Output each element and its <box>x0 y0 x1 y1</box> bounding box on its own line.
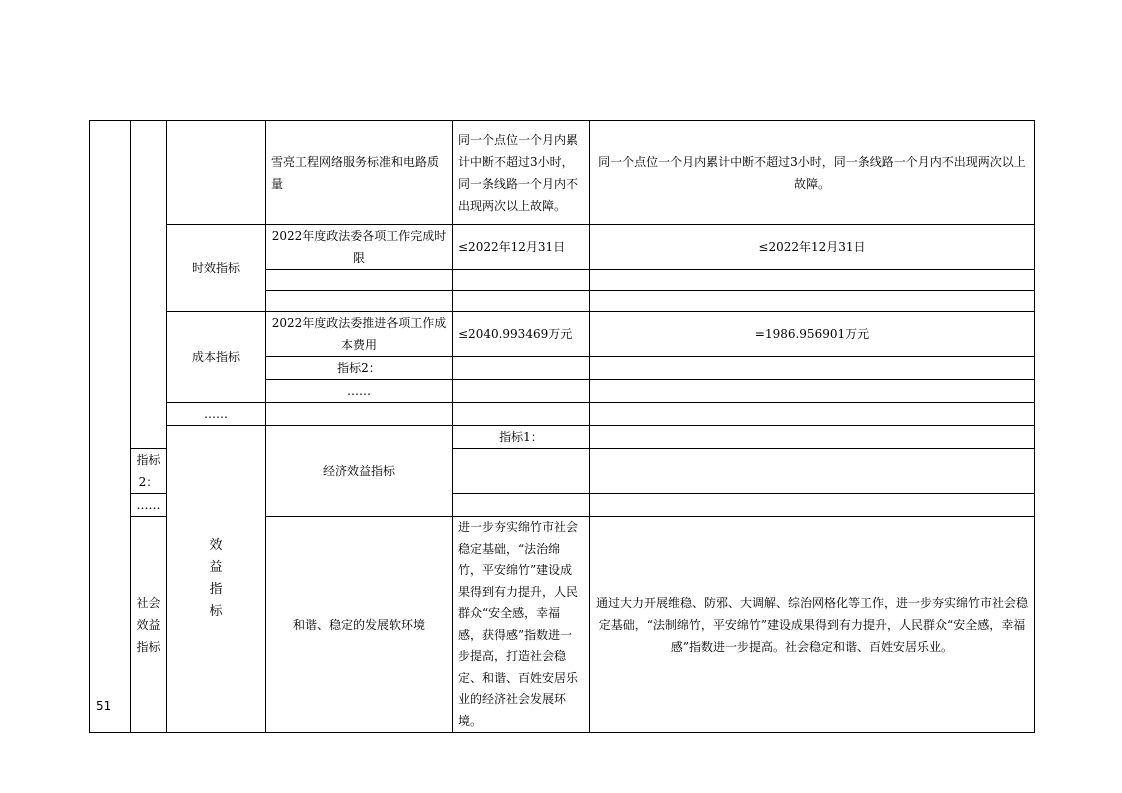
benefit-group-cell <box>167 426 266 733</box>
cost-ellipsis-cell: …… <box>266 380 453 403</box>
economic-category-cell: 经济效益指标 <box>266 426 453 517</box>
output-indicator-group-cell <box>131 121 167 449</box>
network-actual-cell: 同一个点位一个月内累计中断不超过3小时，同一条线路一个月内不出现两次以上故障。 <box>590 121 1035 225</box>
timeliness-target-cell: ≤2022年12月31日 <box>453 225 590 270</box>
page-number: 51 <box>96 699 112 713</box>
level1-column-cell <box>90 121 131 733</box>
cost-actual-cell: =1986.956901万元 <box>590 312 1035 357</box>
row-economic-1 <box>90 426 1035 449</box>
timeliness-actual-cell: ≤2022年12月31日 <box>590 225 1035 270</box>
economic-indicator-2-cell: 指标2： <box>131 449 167 494</box>
benefit-group-label: 效益指标 <box>209 538 223 619</box>
social-actual-cell: 通过大力开展维稳、防邪、大调解、综治网格化等工作，进一步夯实绵竹市社会稳定基础，“法制绵竹，平安绵竹”建设成果得到有力提升，人民群众“安全感，幸福感”指数进一步提高。社会稳定和谐、百姓安居乐业。 <box>590 517 1035 733</box>
row-output-ellipsis <box>90 403 1035 426</box>
network-target-cell: 同一个点位一个月内累计中断不超过3小时，同一条线路一个月内不出现两次以上故障。 <box>453 121 590 225</box>
economic-ellipsis-cell: …… <box>131 494 167 517</box>
network-category-cell <box>167 121 266 225</box>
performance-indicator-table <box>89 120 1035 733</box>
social-category-cell: 社会效益指标 <box>131 517 167 733</box>
timeliness-indicator-cell: 2022年度政法委各项工作完成时限 <box>266 225 453 270</box>
output-ellipsis-cell: …… <box>167 403 266 426</box>
social-indicator-cell: 和谐、稳定的发展软环境 <box>266 517 453 733</box>
row-timeliness <box>90 225 1035 270</box>
row-network-quality <box>90 121 1035 225</box>
cost-target-cell: ≤2040.993469万元 <box>453 312 590 357</box>
cost-category-cell: 成本指标 <box>167 312 266 403</box>
economic-indicator-1-cell: 指标1： <box>453 426 590 449</box>
cost-indicator-2-cell: 指标2： <box>266 357 453 380</box>
cost-indicator-cell: 2022年度政法委推进各项工作成本费用 <box>266 312 453 357</box>
row-cost <box>90 312 1035 357</box>
network-indicator-cell: 雪亮工程网络服务标准和电路质量 <box>266 121 453 225</box>
social-target-cell: 进一步夯实绵竹市社会稳定基础，“法治绵竹，平安绵竹”建设成果得到有力提升，人民群众“安全感，幸福感，获得感”指数进一步提高，打造社会稳定、和谐、百姓安居乐业的经济社会发展环境。 <box>453 517 590 733</box>
timeliness-category-cell: 时效指标 <box>167 225 266 312</box>
